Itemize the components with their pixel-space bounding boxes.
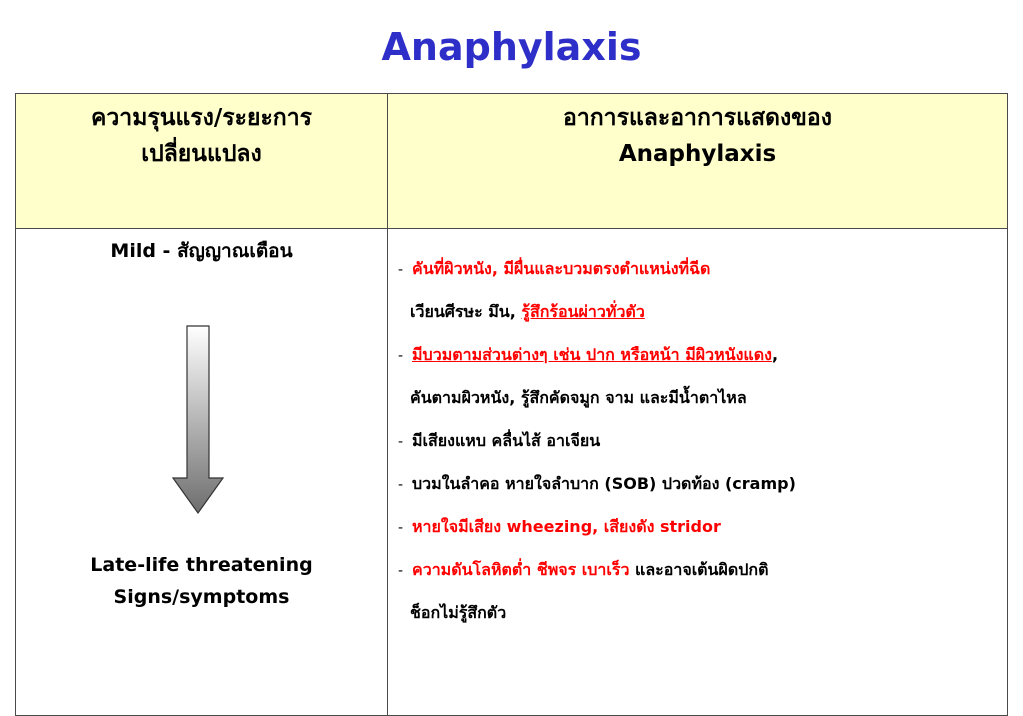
symptom-line — [398, 462, 1007, 505]
symptom-text: มีบวมตามส่วนต่างๆ เช่น ปาก หรือหน้า มีผิวหนังแดง — [412, 345, 772, 364]
symptom-line — [398, 419, 1007, 462]
symptom-text: คันที่ผิวหนัง, มีผื่นและบวมตรงตำแหน่งที่ฉีด — [412, 259, 711, 278]
bullet-dash: - — [398, 477, 404, 493]
symptom-line — [398, 333, 1007, 376]
down-arrow-icon — [172, 325, 224, 515]
bullet-dash: - — [398, 434, 404, 450]
symptom-list — [398, 247, 1007, 634]
symptom-text: รู้สึกร้อนผ่าวทั่วตัว — [521, 302, 645, 321]
symptom-text: , — [771, 345, 779, 364]
table-body-row — [16, 229, 1008, 716]
bullet-dash: - — [398, 563, 404, 579]
table-header-row — [16, 94, 1008, 229]
header-symptoms-line: อาการและอาการแสดงของ — [563, 105, 832, 131]
symptom-text: เวียนศีรษะ มึน, — [410, 302, 522, 321]
header-severity-line: ความรุนแรง/ระยะการ — [91, 105, 312, 131]
symptom-text: บวมในลำคอ หายใจลำบาก (SOB) ปวดท้อง (cramp) — [412, 474, 796, 493]
bullet-dash: - — [398, 520, 404, 536]
symptoms-cell — [388, 229, 1008, 716]
symptom-line — [398, 505, 1007, 548]
symptom-line — [398, 548, 1007, 591]
mild-level: Mild - — [110, 240, 178, 262]
late-label — [16, 549, 387, 613]
header-severity — [16, 94, 388, 229]
symptom-text: คันตามผิวหนัง, รู้สึกคัดจมูก จาม และมีน้ำตาไหล — [410, 388, 747, 407]
severity-cell — [16, 229, 388, 716]
mild-label — [16, 237, 387, 265]
symptom-text: มีเสียงแหบ คลื่นไส้ อาเจียน — [412, 431, 601, 450]
mild-description: สัญญาณเตือน — [177, 240, 293, 262]
header-severity-line: เปลี่ยนแปลง — [141, 141, 262, 167]
symptom-text: ความดันโลหิตต่ำ ชีพจร เบาเร็ว — [412, 560, 630, 579]
severity-table — [15, 93, 1008, 716]
slide-title: Anaphylaxis — [381, 25, 642, 69]
symptom-line — [398, 591, 1007, 634]
symptom-text: หายใจมีเสียง wheezing, เสียงดัง stridor — [412, 517, 721, 536]
bullet-dash: - — [398, 348, 404, 364]
symptom-line — [398, 247, 1007, 290]
symptom-text: และอาจเต้นผิดปกติ — [629, 560, 769, 579]
header-symptoms — [388, 94, 1008, 229]
symptom-line — [398, 290, 1007, 333]
header-symptoms-line: Anaphylaxis — [618, 141, 777, 167]
bullet-dash: - — [398, 262, 404, 278]
late-label-line: Late-life threatening — [90, 554, 313, 576]
symptom-text: ช็อกไม่รู้สึกตัว — [410, 603, 507, 622]
symptom-line — [398, 376, 1007, 419]
late-label-line: Signs/symptoms — [113, 586, 290, 608]
